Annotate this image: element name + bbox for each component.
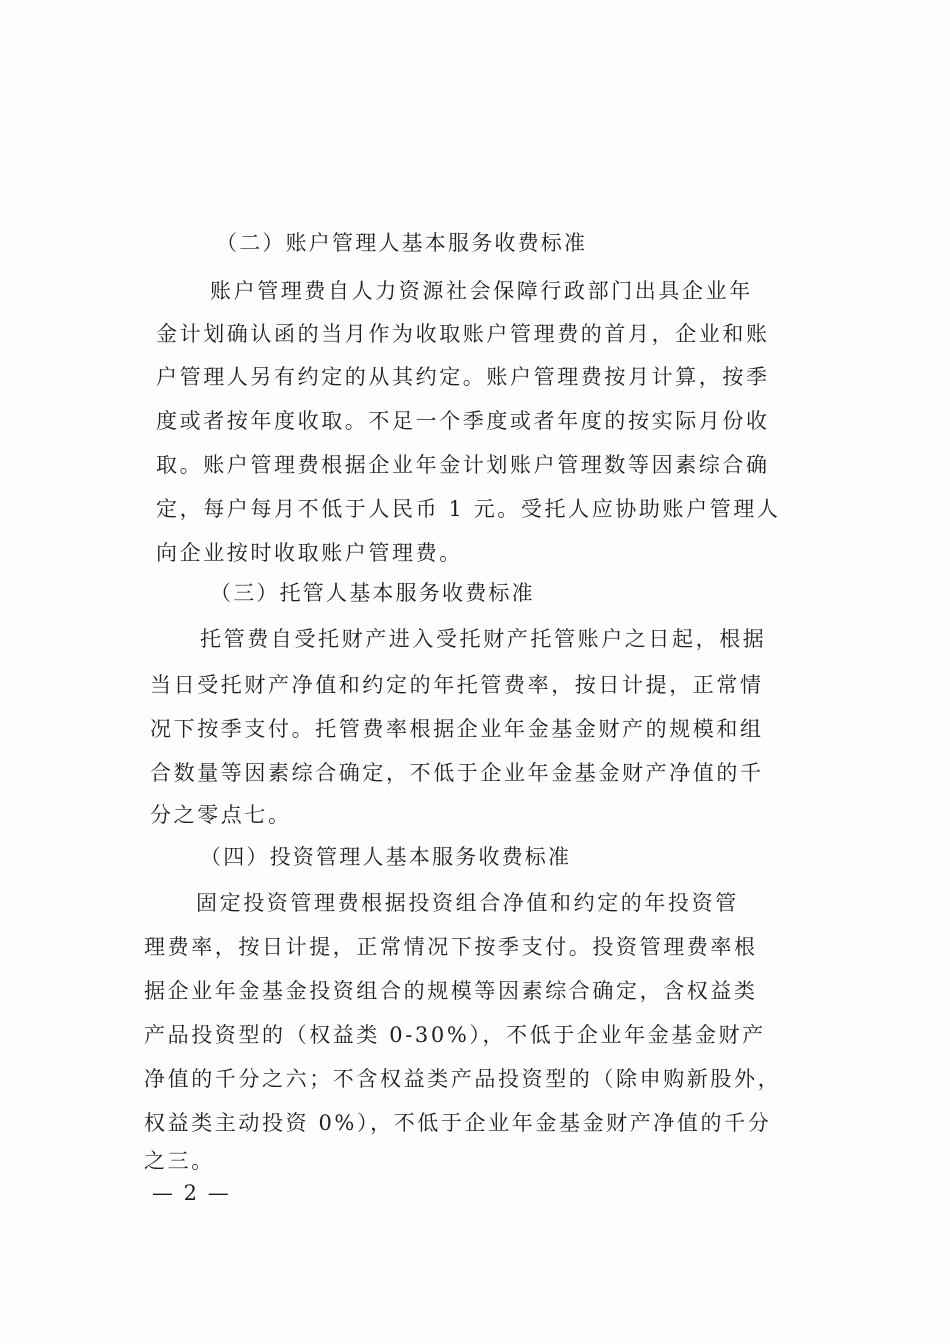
paragraph-line: 之三。 — [144, 1149, 215, 1173]
paragraph-line: 产品投资型的（权益类 0-30%），不低于企业年金基金财产 — [144, 1023, 766, 1047]
section-heading-2: （二）账户管理人基本服务收费标准 — [216, 231, 588, 255]
paragraph-line: 分之零点七。 — [150, 803, 292, 827]
paragraph-line: 净值的千分之六；不含权益类产品投资型的（除申购新股外， — [144, 1067, 782, 1091]
paragraph-line: 账户管理费自人力资源社会保障行政部门出具企业年 — [210, 279, 753, 303]
paragraph-line: 定，每户每月不低于人民币 1 元。受托人应协助账户管理人 — [156, 497, 781, 521]
paragraph-line: 权益类主动投资 0%），不低于企业年金基金财产净值的千分 — [144, 1111, 772, 1135]
section-heading-4: （四）投资管理人基本服务收费标准 — [200, 845, 572, 869]
paragraph-line: 理费率，按日计提，正常情况下按季支付。投资管理费率根 — [144, 935, 758, 959]
paragraph-line: 向企业按时收取账户管理费。 — [156, 541, 463, 565]
paragraph-line: 户管理人另有约定的从其约定。账户管理费按月计算，按季 — [156, 365, 770, 389]
page-number: — 2 — — [152, 1181, 231, 1205]
paragraph-line: 固定投资管理费根据投资组合净值和约定的年投资管 — [196, 891, 739, 915]
paragraph-line: 度或者按年度收取。不足一个季度或者年度的按实际月份收 — [156, 409, 770, 433]
paragraph-line: 当日受托财产净值和约定的年托管费率，按日计提，正常情 — [150, 673, 764, 697]
paragraph-line: 合数量等因素综合确定，不低于企业年金基金财产净值的千 — [150, 761, 764, 785]
paragraph-line: 托管费自受托财产进入受托财产托管账户之日起，根据 — [200, 627, 767, 651]
paragraph-line: 据企业年金基金投资组合的规模等因素综合确定，含权益类 — [144, 979, 758, 1003]
paragraph-line: 金计划确认函的当月作为收取账户管理费的首月，企业和账 — [156, 322, 770, 346]
paragraph-line: 况下按季支付。托管费率根据企业年金基金财产的规模和组 — [150, 717, 764, 741]
paragraph-line: 取。账户管理费根据企业年金计划账户管理数等因素综合确 — [156, 453, 770, 477]
section-heading-3: （三）托管人基本服务收费标准 — [210, 581, 535, 605]
